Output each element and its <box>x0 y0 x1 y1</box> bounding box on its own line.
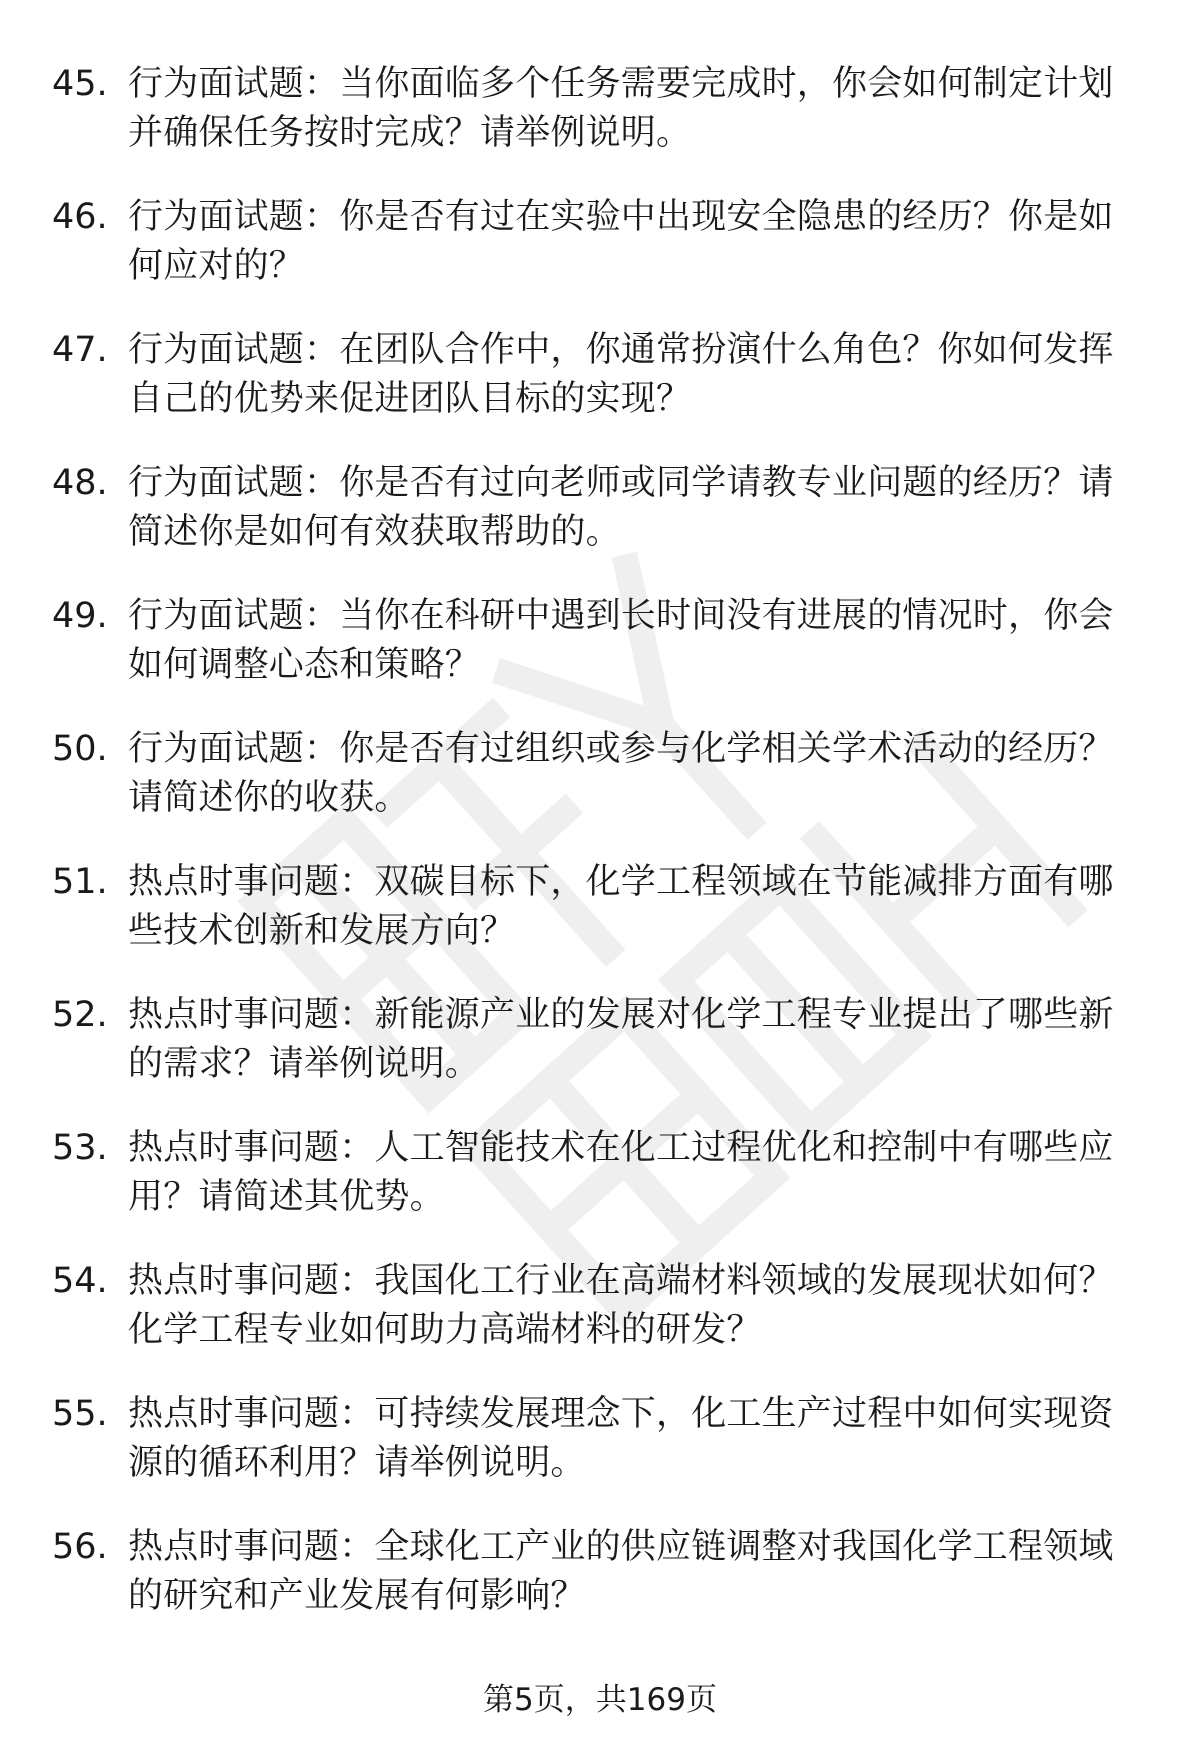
question-number: 48. <box>52 463 108 503</box>
question-text: 热点时事问题：人工智能技术在化工过程优化和控制中有哪些应用？请简述其优势。 <box>128 1128 1114 1217</box>
question-item-56 <box>52 1523 1152 1656</box>
question-number: 51. <box>52 862 108 902</box>
question-item-47 <box>52 326 1152 459</box>
question-item-55 <box>52 1390 1152 1523</box>
question-number: 55. <box>52 1394 108 1434</box>
question-number: 52. <box>52 995 108 1035</box>
question-item-53 <box>52 1124 1152 1257</box>
question-text: 热点时事问题：新能源产业的发展对化学工程专业提出了哪些新的需求？请举例说明。 <box>128 995 1114 1084</box>
question-text: 行为面试题：当你在科研中遇到长时间没有进展的情况时，你会如何调整心态和策略？ <box>128 596 1114 685</box>
question-text: 行为面试题：你是否有过组织或参与化学相关学术活动的经历？请简述你的收获。 <box>128 729 1114 818</box>
question-number: 49. <box>52 596 108 636</box>
question-number: 53. <box>52 1128 108 1168</box>
question-text: 行为面试题：你是否有过在实验中出现安全隐患的经历？你是如何应对的？ <box>128 197 1114 286</box>
question-item-45 <box>52 60 1152 193</box>
question-item-54 <box>52 1257 1152 1390</box>
question-item-49 <box>52 592 1152 725</box>
question-number: 47. <box>52 330 108 370</box>
question-text: 热点时事问题：我国化工行业在高端材料领域的发展现状如何？化学工程专业如何助力高端材料的研发？ <box>128 1261 1114 1350</box>
question-item-48 <box>52 459 1152 592</box>
question-text: 热点时事问题：双碳目标下，化学工程领域在节能减排方面有哪些技术创新和发展方向？ <box>128 862 1114 951</box>
question-number: 50. <box>52 729 108 769</box>
question-number: 56. <box>52 1527 108 1567</box>
question-text: 热点时事问题：可持续发展理念下，化工生产过程中如何实现资源的循环利用？请举例说明。 <box>128 1394 1114 1483</box>
question-text: 热点时事问题：全球化工产业的供应链调整对我国化学工程领域的研究和产业发展有何影响？ <box>128 1527 1114 1616</box>
question-item-46 <box>52 193 1152 326</box>
question-list <box>52 60 1152 1656</box>
question-number: 45. <box>52 64 108 104</box>
question-item-50 <box>52 725 1152 858</box>
question-number: 54. <box>52 1261 108 1301</box>
page-footer: 第5页，共169页 <box>483 1682 717 1718</box>
question-text: 行为面试题：你是否有过向老师或同学请教专业问题的经历？请简述你是如何有效获取帮助的。 <box>128 463 1114 552</box>
question-number: 46. <box>52 197 108 237</box>
question-text: 行为面试题：当你面临多个任务需要完成时，你会如何制定计划并确保任务按时完成？请举例说明。 <box>128 64 1114 153</box>
question-item-51 <box>52 858 1152 991</box>
question-item-52 <box>52 991 1152 1124</box>
question-text: 行为面试题：在团队合作中，你通常扮演什么角色？你如何发挥自己的优势来促进团队目标的实现？ <box>128 330 1114 419</box>
